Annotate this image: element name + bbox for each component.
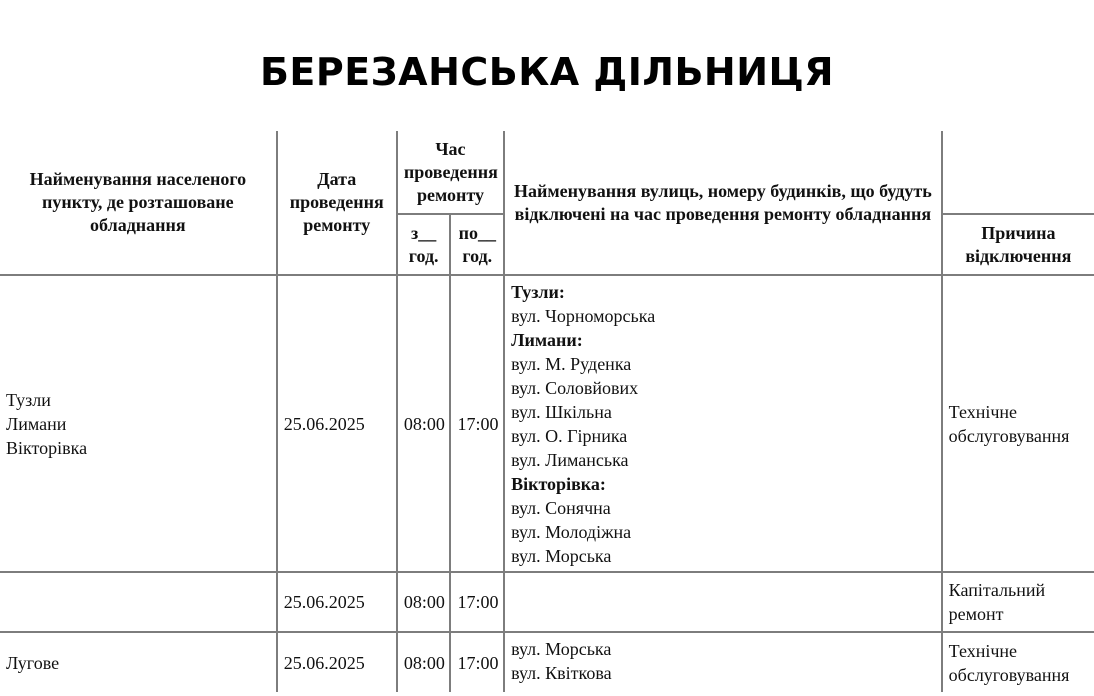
header-reason: Причина відключення (942, 214, 1094, 275)
street-name: вул. Квіткова (511, 663, 612, 683)
header-streets: Найменування вулиць, номеру будинків, що будуть відключені на час проведення ремонту обладнання (504, 131, 942, 275)
header-reason-spacer (942, 131, 1094, 214)
time-from-cell: 08:00 (397, 632, 451, 692)
time-to-cell: 17:00 (450, 275, 504, 572)
date-cell: 25.06.2025 (277, 632, 397, 692)
time-from-cell: 08:00 (397, 275, 451, 572)
header-time-from: з__ год. (397, 214, 451, 275)
header-time-to: по__ год. (450, 214, 504, 275)
reason-cell: Технічне обслуговування (942, 275, 1094, 572)
settlement-name: Вікторівка (6, 437, 88, 458)
streets-cell (504, 275, 942, 572)
header-settlement: Найменування населеного пункту, де розташоване обладнання (0, 131, 277, 275)
street-name: вул. О. Гірника (511, 425, 628, 446)
street-name: вул. Соловйових (511, 377, 639, 398)
settlement-cell (0, 572, 277, 632)
settlement-cell (0, 275, 277, 572)
time-from-cell: 08:00 (397, 572, 451, 632)
header-row (0, 131, 1094, 214)
settlement-name: Лимани (6, 413, 67, 434)
reason-cell: Капітальний ремонт (942, 572, 1094, 632)
time-to-cell: 17:00 (450, 632, 504, 692)
streets-cell (504, 572, 942, 632)
street-name: вул. Молодіжна (511, 521, 632, 542)
table-row (0, 632, 1094, 692)
village-label: Лимани: (511, 329, 583, 350)
street-name: вул. Морська (511, 545, 612, 566)
date-cell: 25.06.2025 (277, 572, 397, 632)
streets-cell (504, 632, 942, 692)
settlement-name: Тузли (6, 389, 51, 410)
header-time-group: Час проведення ремонту (397, 131, 504, 214)
settlement-cell (0, 632, 277, 692)
reason-cell: Технічне обслуговування (948, 640, 1070, 685)
page-title: БЕРЕЗАНСЬКА ДІЛЬНИЦЯ (259, 50, 835, 94)
time-to-cell: 17:00 (450, 572, 504, 632)
village-label: Тузли: (511, 281, 565, 302)
schedule-table (0, 131, 1094, 692)
street-name: вул. Шкільна (511, 401, 612, 422)
table-row (0, 572, 1094, 632)
street-name: вул. Чорноморська (511, 305, 656, 326)
table-row (0, 275, 1094, 572)
street-name: вул. Лиманська (511, 449, 629, 470)
street-name: вул. М. Руденка (511, 353, 632, 374)
street-name: вул. Сонячна (511, 497, 611, 518)
settlement-name: Лугове (6, 652, 60, 673)
village-label: Вікторівка: (511, 473, 606, 494)
header-date: Дата проведення ремонту (277, 131, 397, 275)
street-name: вул. Морська (511, 639, 612, 659)
date-cell: 25.06.2025 (277, 275, 397, 572)
